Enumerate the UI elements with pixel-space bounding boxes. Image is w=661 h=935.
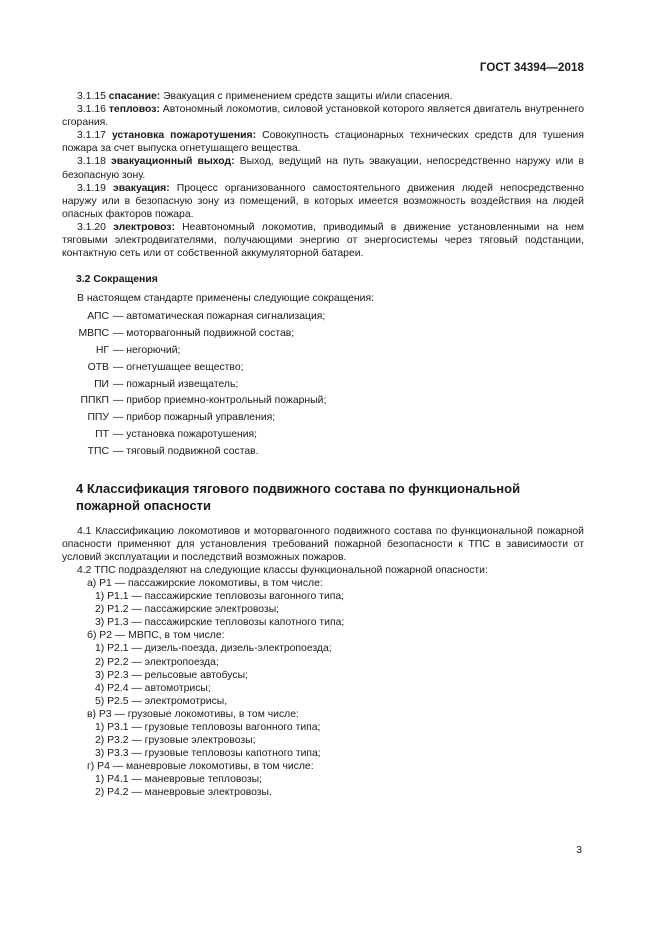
class-item: 1) Р3.1 — грузовые тепловозы вагонного типа; bbox=[95, 721, 321, 733]
section-paragraph: 4.1 Классификацию локомотивов и моторвагонного подвижного состава по функциональной пожарной опасности применяют для установления требований пожарной безопасности к ТПС в зависимости от условий эксплуатации и последствий возможных пожаров. bbox=[62, 525, 584, 563]
terms-list bbox=[62, 90, 584, 260]
abbreviation-code: ТПС bbox=[87, 445, 109, 457]
abbreviation-row bbox=[62, 310, 584, 327]
abbreviation-code: ОТВ bbox=[87, 361, 109, 373]
abbreviations-intro: В настоящем стандарте применены следующие сокращения: bbox=[77, 293, 374, 305]
class-item: 2) Р2.2 — электропоезда; bbox=[95, 656, 219, 668]
section-paragraph: 4.2 ТПС подразделяют на следующие классы функциональной пожарной опасности: bbox=[77, 564, 488, 576]
term-number: 3.1.20 bbox=[77, 221, 106, 233]
document-body bbox=[62, 90, 584, 800]
term-definition: Эвакуация с применением средств защиты и/или спасения. bbox=[160, 91, 453, 102]
term-name: тепловоз: bbox=[108, 104, 160, 116]
abbreviation-code: ППКП bbox=[80, 395, 109, 407]
abbreviation-code: АПС bbox=[87, 311, 109, 323]
term-definition: Процесс организованного самостоятельного движения людей непосредственно наружу или в безопасную зону из помещений, в которых имеется возможность воздействия на людей опасных факторов пожара. bbox=[62, 182, 584, 220]
term-name: эвакуация: bbox=[113, 182, 170, 194]
term-name: спасание: bbox=[108, 91, 161, 102]
abbreviation-definition: — автоматическая пожарная сигнализация; bbox=[113, 311, 326, 323]
class-item: 1) Р2.1 — дизель-поезда, дизель-электропоезда; bbox=[95, 643, 332, 655]
abbreviation-code: МВПС bbox=[78, 328, 109, 340]
class-item: 3) Р1.3 — пассажирские тепловозы капотного типа; bbox=[95, 617, 345, 629]
abbreviation-definition: — прибор пожарный управления; bbox=[113, 412, 276, 424]
class-list bbox=[62, 577, 584, 800]
class-item: 2) Р4.2 — маневровые электровозы. bbox=[95, 787, 272, 799]
term-definition: Неавтономный локомотив, приводимый в движение установленными на нем тяговыми электродвигателями, получающими энергию от энергосистемы через тяговый подстанции, контактную сеть или от собственной аккумуляторной батареи. bbox=[62, 221, 585, 260]
term-paragraph bbox=[62, 129, 584, 155]
abbreviation-row bbox=[62, 378, 584, 395]
class-group-label: б) Р2 — МВПС, в том числе: bbox=[87, 630, 225, 642]
document-id-header: ГОСТ 34394—2018 bbox=[479, 62, 584, 74]
class-item: 5) Р2.5 — электромотрисы, bbox=[95, 695, 228, 707]
abbreviations-list bbox=[62, 310, 584, 461]
term-number: 3.1.18 bbox=[77, 156, 106, 168]
class-group-label: г) Р4 — маневровые локомотивы, в том числе: bbox=[87, 761, 314, 773]
abbreviation-row bbox=[62, 411, 584, 428]
term-definition: Выход, ведущий на путь эвакуации, непосредственно наружу или в безопасную зону. bbox=[62, 156, 584, 181]
class-item: 3) Р3.3 — грузовые тепловозы капотного типа; bbox=[95, 748, 321, 760]
term-paragraph bbox=[62, 221, 584, 260]
class-group-label: в) Р3 — грузовые локомотивы, в том числе: bbox=[87, 708, 299, 720]
class-group-label: а) Р1 — пассажирские локомотивы, в том числе: bbox=[87, 577, 323, 589]
abbreviation-row bbox=[62, 361, 584, 378]
abbreviation-row bbox=[62, 327, 584, 344]
abbreviation-definition: — тяговый подвижной состав. bbox=[113, 445, 259, 457]
abbreviation-definition: — огнетушащее вещество; bbox=[113, 361, 244, 373]
class-item: 2) Р1.2 — пассажирские электровозы; bbox=[95, 604, 280, 616]
term-name: электровоз: bbox=[113, 221, 175, 233]
term-number: 3.1.19 bbox=[77, 182, 106, 194]
abbreviation-row bbox=[62, 344, 584, 361]
abbreviation-code: НГ bbox=[95, 345, 109, 356]
section-heading bbox=[76, 480, 584, 514]
abbreviation-definition: — установка пожаротушения; bbox=[113, 428, 258, 440]
term-name: установка пожаротушения: bbox=[111, 130, 257, 142]
term-number: 3.1.16 bbox=[77, 104, 106, 116]
term-paragraph bbox=[62, 155, 584, 181]
abbreviation-code: ПИ bbox=[94, 378, 109, 390]
term-definition: Автономный локомотив, силовой установкой которого является двигатель внутреннего сгорания. bbox=[62, 104, 585, 129]
page-number: 3 bbox=[576, 845, 582, 856]
abbreviations-heading: 3.2 Сокращения bbox=[76, 274, 158, 286]
abbreviation-row bbox=[62, 394, 584, 411]
term-number: 3.1.15 bbox=[77, 91, 106, 102]
abbreviation-row bbox=[62, 445, 584, 462]
term-paragraph bbox=[62, 103, 584, 129]
term-definition: Совокупность стационарных технических средств для тушения пожара за счет выпуска огнетушащего вещества. bbox=[62, 130, 584, 155]
term-paragraph bbox=[62, 90, 584, 103]
abbreviation-definition: — негорючий; bbox=[113, 345, 181, 356]
abbreviation-definition: — моторвагонный подвижной состав; bbox=[113, 328, 295, 340]
abbreviation-code: ППУ bbox=[87, 412, 109, 424]
section-title: 4 Классификация тягового подвижного состава по функциональной пожарной опасности bbox=[76, 480, 521, 513]
term-paragraph bbox=[62, 182, 584, 221]
term-name: эвакуационный выход: bbox=[111, 156, 235, 168]
abbreviation-code: ПТ bbox=[95, 428, 109, 440]
class-item: 1) Р1.1 — пассажирские тепловозы вагонного типа; bbox=[95, 591, 345, 603]
class-item: 3) Р2.3 — рельсовые автобусы; bbox=[95, 669, 248, 681]
abbreviation-row bbox=[62, 428, 584, 445]
class-item: 1) Р4.1 — маневровые тепловозы; bbox=[95, 774, 263, 786]
class-item: 2) Р3.2 — грузовые электровозы; bbox=[95, 735, 256, 747]
abbreviation-definition: — прибор приемно-контрольный пожарный; bbox=[113, 395, 327, 407]
class-item: 4) Р2.4 — автомотрисы; bbox=[95, 682, 211, 694]
term-number: 3.1.17 bbox=[77, 130, 106, 142]
abbreviation-definition: — пожарный извещатель; bbox=[113, 378, 239, 390]
